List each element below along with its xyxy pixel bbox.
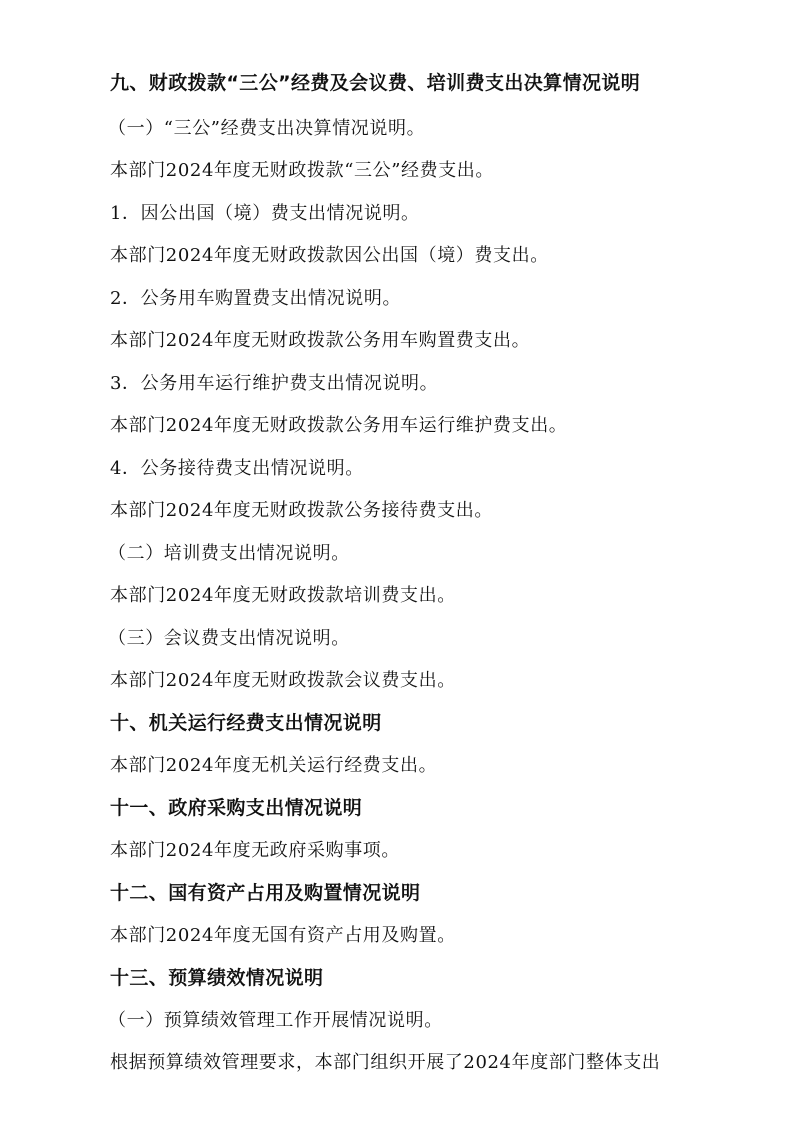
- paragraph-training: 本部门2024年度无财政拨款培训费支出。: [110, 585, 456, 606]
- item-title-overseas: 1．因公出国（境）费支出情况说明。: [110, 203, 420, 224]
- paragraph-vehicle-purchase: 本部门2024年度无财政拨款公务用车购置费支出。: [110, 330, 531, 351]
- paragraph-meeting: 本部门2024年度无财政拨款会议费支出。: [110, 670, 456, 691]
- paragraph-reception: 本部门2024年度无财政拨款公务接待费支出。: [110, 500, 494, 521]
- section-heading-nine: 九、财政拨款“三公”经费及会议费、培训费支出决算情况说明: [110, 72, 641, 94]
- paragraph-procurement: 本部门2024年度无政府采购事项。: [110, 840, 401, 861]
- paragraph-state-assets: 本部门2024年度无国有资产占用及购置。: [110, 925, 456, 946]
- section-heading-eleven: 十一、政府采购支出情况说明: [110, 797, 363, 819]
- subsection-title-performance: （一）预算绩效管理工作开展情况说明。: [108, 1010, 443, 1031]
- paragraph-vehicle-operation: 本部门2024年度无财政拨款公务用车运行维护费支出。: [110, 415, 568, 436]
- section-heading-ten: 十、机关运行经费支出情况说明: [110, 712, 382, 734]
- section-heading-twelve: 十二、国有资产占用及购置情况说明: [110, 882, 421, 904]
- paragraph-three-public: 本部门2024年度无财政拨款“三公”经费支出。: [110, 160, 495, 181]
- item-title-vehicle-purchase: 2．公务用车购置费支出情况说明。: [110, 288, 402, 309]
- paragraph-overseas: 本部门2024年度无财政拨款因公出国（境）费支出。: [110, 245, 549, 266]
- item-title-reception: 4．公务接待费支出情况说明。: [110, 458, 364, 479]
- paragraph-performance: 根据预算绩效管理要求，本部门组织开展了2024年度部门整体支出: [110, 1052, 661, 1073]
- subsection-title-meeting: （三）会议费支出情况说明。: [108, 628, 350, 649]
- subsection-title-three-public: （一）“三公”经费支出决算情况说明。: [108, 118, 426, 139]
- paragraph-operating-funds: 本部门2024年度无机关运行经费支出。: [110, 755, 438, 776]
- subsection-title-training: （二）培训费支出情况说明。: [108, 543, 350, 564]
- section-heading-thirteen: 十三、预算绩效情况说明: [110, 967, 324, 989]
- item-title-vehicle-operation: 3．公务用车运行维护费支出情况说明。: [110, 373, 439, 394]
